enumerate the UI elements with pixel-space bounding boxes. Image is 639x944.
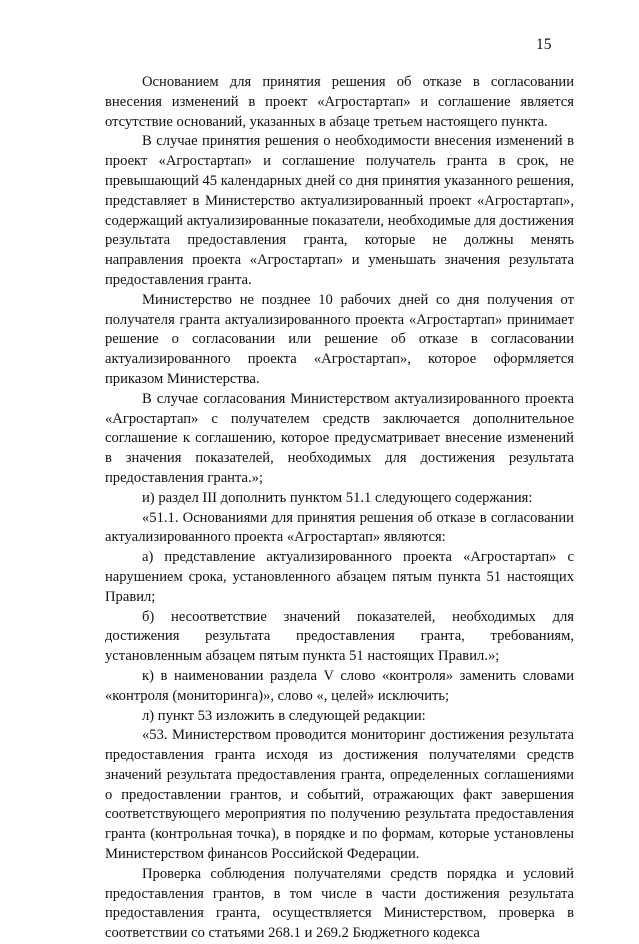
page-number: 15: [536, 36, 552, 53]
paragraph: а) представление актуализированного проекта «Агростартап» с нарушением срока, установленного абзацем пятым пункта 51 настоящих Правил;: [105, 549, 574, 605]
paragraph: В случае принятия решения о необходимости внесения изменений в проект «Агростартап» и соглашение получатель гранта в срок, не превышающий 45 календарных дней со дня принятия указанного решения, представляет в Министерство актуализированный проект «Агростартап», содержащий актуализированные показатели, необходимые для достижения результата предоставления гранта, которые не должны менять направления проекта «Агростартап» и уменьшать значения результата предоставления гранта.: [105, 133, 574, 288]
paragraph: к) в наименовании раздела V слово «контроля» заменить словами «контроля (мониторинга)», слово «, целей» исключить;: [105, 667, 574, 704]
paragraph: Министерство не позднее 10 рабочих дней со дня получения от получателя гранта актуализированного проекта «Агростартап» принимает решение о согласовании или решение об отказе в согласовании актуализированного проекта «Агростартап», которое оформляется приказом Министерства.: [105, 291, 574, 387]
paragraph: Основанием для принятия решения об отказе в согласовании внесения изменений в проект «Агростартап» и соглашение является отсутствие оснований, указанных в абзаце третьем настоящего пункта.: [105, 74, 574, 130]
paragraph: и) раздел III дополнить пунктом 51.1 следующего содержания:: [142, 489, 533, 506]
paragraph: л) пункт 53 изложить в следующей редакции:: [142, 707, 426, 724]
paragraph: В случае согласования Министерством актуализированного проекта «Агростартап» с получателем средств заключается дополнительное соглашение к соглашению, которое предусматривает внесение изменений в значения показателей, необходимых для достижения результата предоставления гранта.»;: [105, 390, 574, 486]
paragraph: «53. Министерством проводится мониторинг достижения результата предоставления гранта исходя из достижения получателями средств значений результата предоставления гранта, определенных соглашениями о предоставлении грантов, и событий, отражающих факт завершения соответствующего мероприятия по получению результата предоставления гранта (контрольная точка), в порядке и по формам, которые установлены Министерством финансов Российской Федерации.: [105, 727, 574, 863]
document-body: [105, 73, 574, 944]
paragraph: б) несоответствие значений показателей, необходимых для достижения результата предоставления гранта, требованиям, установленным абзацем пятым пункта 51 настоящих Правил.»;: [105, 608, 574, 665]
paragraph: Проверка соблюдения получателями средств порядка и условий предоставления грантов, в том числе в части достижения результата предоставления гранта, осуществляется Министерством, проверка в соответствии со статьями 268.1 и 269.2 Бюджетного кодекса: [105, 865, 574, 942]
paragraph: «51.1. Основаниями для принятия решения об отказе в согласовании актуализированного проекта «Агростартап» являются:: [105, 509, 574, 546]
